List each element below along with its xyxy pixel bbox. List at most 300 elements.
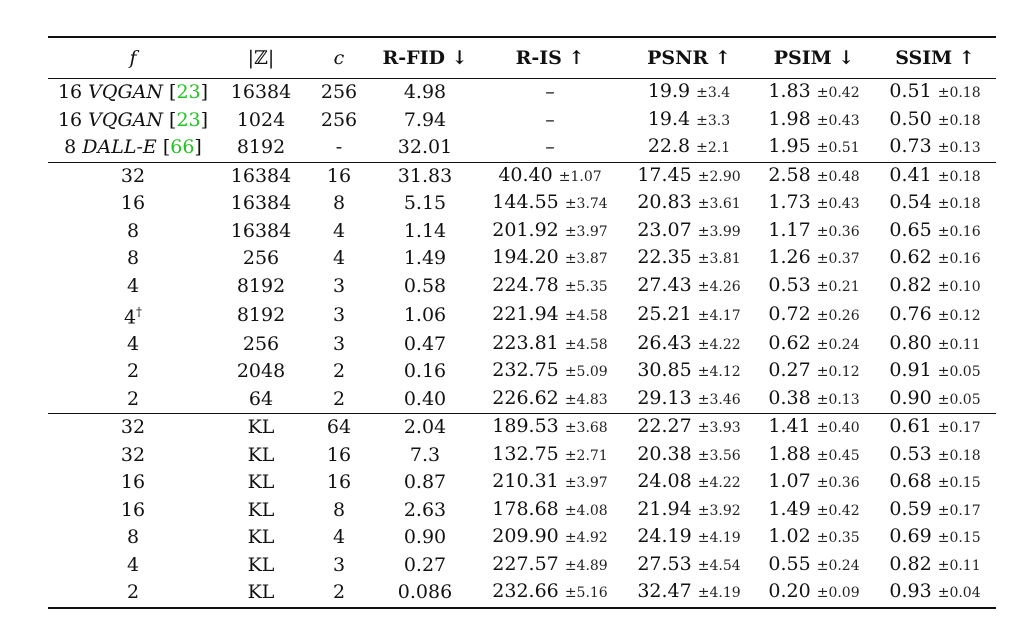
cell-psnr [624,552,754,580]
codebook-size-value: KL [247,443,275,466]
rfid-value: 2.63 [403,498,447,521]
cell-ssim [874,524,996,552]
model-name: DALL-E [82,136,157,158]
model-name: VQGAN [88,108,163,131]
cell-c [304,300,374,331]
psnr-std: ±4.22 [697,336,741,353]
ssim-std: ±0.11 [937,336,981,353]
psnr-std: ±4.12 [697,364,741,381]
cell-c [304,331,374,359]
cell-ssim [874,134,996,162]
cell-psim [754,300,874,331]
f-value: 32 [120,416,146,439]
cell-psim [754,358,874,386]
model-name: VQGAN [88,81,163,103]
rfid-value: 0.16 [403,360,447,383]
cell-codebook-size [218,162,304,190]
table-row [48,273,996,301]
ssim-std: ±0.05 [937,364,981,381]
cell-psim [754,524,874,552]
psim-value: 1.83 [768,80,811,102]
psim-std: ±0.09 [816,585,860,602]
ris-value: 232.66 [492,580,559,603]
cell-ssim [874,79,996,107]
psnr-value: 20.83 [637,191,692,213]
psim-value: 1.02 [768,525,811,548]
psim-std: ±0.36 [816,475,860,492]
ris-value: 232.75 [492,359,559,382]
rfid-value: 0.27 [403,553,447,576]
ris-std: ±3.74 [564,196,608,212]
ssim-std: ±0.16 [937,251,981,267]
psim-value: 1.88 [768,442,811,465]
psnr-value: 24.08 [637,470,692,493]
f-value: 32 [120,164,146,187]
psnr-value: 29.13 [637,386,692,409]
ssim-std: ±0.18 [937,85,981,101]
cell-codebook-size [218,273,304,301]
cell-psim [754,579,874,608]
codebook-size-value: 64 [248,387,274,410]
cell-codebook-size [218,190,304,218]
codebook-size-value: 16384 [230,192,292,214]
cell-c [304,273,374,301]
ssim-value: 0.65 [889,218,932,241]
psim-std: ±0.42 [816,85,860,101]
rfid-value: 0.90 [403,526,447,549]
cell-f [48,414,218,442]
ris-value: – [545,136,555,158]
ris-value: 178.68 [492,497,559,520]
header-row [48,37,996,79]
c-value: 2 [332,360,346,383]
f-value: 16 [120,498,146,521]
cell-f [48,358,218,386]
codebook-size-value: KL [247,498,275,521]
cell-psnr [624,414,754,442]
ssim-std: ±0.18 [937,112,981,129]
rfid-value: 7.94 [403,108,447,131]
cell-ris [476,579,624,608]
c-value: 8 [332,192,346,214]
table-row [48,358,996,386]
cell-codebook-size [218,79,304,107]
ssim-std: ±0.11 [937,557,981,574]
psnr-value: 25.21 [637,302,692,325]
psim-std: ±0.21 [816,278,860,295]
c-value: 4 [332,247,346,269]
psnr-value: 27.53 [637,552,692,575]
psnr-std: ±3.61 [697,196,741,212]
rfid-value: 0.58 [403,274,447,297]
ris-value: 144.55 [492,191,559,213]
ris-std: ±2.71 [564,447,608,464]
psim-std: ±0.40 [816,420,860,437]
c-value: 3 [332,332,346,355]
rfid-value: 4.98 [403,81,447,103]
codebook-size-value: 16384 [230,219,292,242]
cell-codebook-size [218,442,304,470]
psnr-std: ±3.46 [697,391,741,408]
table-header [48,37,996,79]
rfid-value: 0.086 [397,581,453,604]
ris-value: 227.57 [492,552,559,575]
cell-ris [476,245,624,273]
ris-value: 224.78 [492,273,559,296]
citation: 23 [176,81,201,103]
cell-psnr [624,300,754,331]
psnr-value: 19.9 [647,80,691,102]
codebook-size-value: 16384 [230,164,292,187]
cell-rfid [374,190,476,218]
psim-value: 1.26 [768,246,811,268]
f-value: 4 [126,332,140,355]
cell-psim [754,469,874,497]
cell-psnr [624,245,754,273]
ssim-value: 0.91 [889,359,932,382]
psim-value: 1.98 [768,107,811,130]
cell-codebook-size [218,107,304,135]
cell-codebook-size [218,386,304,414]
table-row [48,414,996,442]
psim-value: 0.72 [768,302,811,325]
cell-psim [754,386,874,414]
ssim-std: ±0.13 [937,140,981,156]
cell-f [48,300,218,331]
cell-rfid [374,358,476,386]
ris-value: 201.92 [492,218,559,241]
psnr-std: ±4.26 [697,278,741,295]
table-row [48,469,996,497]
codebook-size-value: 256 [242,332,280,355]
cell-ssim [874,190,996,218]
ssim-value: 0.68 [889,470,932,493]
ris-std: ±4.08 [564,502,608,519]
codebook-size-value: KL [247,471,275,494]
cell-codebook-size [218,218,304,246]
psnr-value: 26.43 [637,331,692,354]
codebook-size-value: KL [247,553,275,576]
ssim-value: 0.73 [889,135,932,157]
ssim-value: 0.90 [889,386,932,409]
cell-ssim [874,386,996,414]
psim-value: 2.58 [768,163,811,186]
ris-value: 40.40 [498,163,553,186]
cell-psnr [624,442,754,470]
cell-psnr [624,134,754,162]
c-value: 16 [326,443,352,466]
f-value: 16 [120,471,146,494]
ssim-value: 0.50 [889,107,932,130]
cell-psim [754,134,874,162]
psnr-value: 27.43 [637,273,692,296]
rfid-value: 5.15 [403,192,447,214]
cell-rfid [374,134,476,162]
table-row [48,134,996,162]
f-value: 2 [126,360,140,383]
cell-psnr [624,79,754,107]
ssim-std: ±0.17 [937,502,981,519]
ssim-value: 0.82 [889,273,932,296]
cell-psim [754,273,874,301]
cell-ris [476,331,624,359]
cell-codebook-size [218,469,304,497]
table-row [48,552,996,580]
cell-ris [476,190,624,218]
psnr-value: 19.4 [647,107,691,130]
cell-psnr [624,190,754,218]
c-value: 8 [332,498,346,521]
codebook-size-value: 8192 [236,303,286,326]
ris-value: 209.90 [492,525,559,548]
c-value: 3 [332,274,346,297]
ssim-value: 0.82 [889,552,932,575]
table-body [48,79,996,608]
cell-c [304,79,374,107]
f-value: 4 [123,306,137,329]
cell-f [48,190,218,218]
codebook-size-value: 16384 [230,81,292,103]
cell-c [304,497,374,525]
cell-rfid [374,79,476,107]
cell-psnr [624,497,754,525]
ssim-value: 0.54 [889,191,932,213]
cell-rfid [374,414,476,442]
c-value: 16 [326,471,352,494]
cell-ris [476,300,624,331]
cell-codebook-size [218,134,304,162]
cell-c [304,245,374,273]
ris-std: ±3.97 [564,475,608,492]
psnr-value: 23.07 [637,218,692,241]
psnr-value: 22.27 [637,415,692,438]
cell-rfid [374,497,476,525]
codebook-size-value: KL [247,526,275,549]
psnr-std: ±4.19 [697,530,741,547]
c-value: 4 [332,219,346,242]
psim-value: 1.49 [768,497,811,520]
cell-rfid [374,218,476,246]
ris-std: ±4.92 [564,530,608,547]
psim-std: ±0.26 [816,307,860,324]
cell-psim [754,552,874,580]
cell-f [48,524,218,552]
table-row [48,218,996,246]
codebook-size-value: 2048 [236,360,286,383]
ris-value: – [545,81,555,103]
psim-std: ±0.24 [816,336,860,353]
cell-psim [754,107,874,135]
ssim-value: 0.61 [889,415,932,438]
codebook-size-value: KL [247,581,275,604]
cell-psnr [624,469,754,497]
cell-ris [476,107,624,135]
header-ris: R-IS ↑ [476,37,624,79]
cell-rfid [374,300,476,331]
cell-ssim [874,300,996,331]
table-row [48,497,996,525]
ris-std: ±5.16 [564,585,608,602]
cell-ssim [874,107,996,135]
cell-ssim [874,218,996,246]
citation: 23 [176,108,201,131]
ssim-std: ±0.17 [937,420,981,437]
ris-std: ±4.58 [564,307,608,324]
cell-psim [754,79,874,107]
table-row [48,442,996,470]
cell-ris [476,134,624,162]
psim-std: ±0.42 [816,502,860,519]
psnr-value: 22.35 [637,246,692,268]
rfid-value: 32.01 [397,136,453,158]
cell-psim [754,497,874,525]
rfid-value: 7.3 [409,443,441,466]
rfid-value: 1.49 [403,247,447,269]
cell-codebook-size [218,524,304,552]
dagger-mark: † [136,305,143,319]
cell-c [304,134,374,162]
results-table [48,36,996,609]
psnr-std: ±2.90 [697,168,741,185]
cell-ssim [874,497,996,525]
codebook-size-value: KL [247,416,275,439]
psim-value: 1.41 [768,415,811,438]
cell-f [48,552,218,580]
psim-value: 0.27 [768,359,811,382]
cell-psnr [624,218,754,246]
psim-value: 1.73 [768,191,811,213]
f-value: 2 [126,387,140,410]
c-value: 16 [326,164,352,187]
ssim-std: ±0.04 [937,585,981,602]
cell-c [304,579,374,608]
ssim-value: 0.80 [889,331,932,354]
cell-c [304,386,374,414]
ssim-value: 0.69 [889,525,932,548]
c-value: 2 [332,387,346,410]
ssim-std: ±0.12 [937,307,981,324]
cell-c [304,218,374,246]
psnr-std: ±2.1 [696,140,731,156]
table-row [48,107,996,135]
ssim-std: ±0.05 [937,391,981,408]
psnr-std: ±3.99 [697,223,741,240]
cell-ssim [874,331,996,359]
cell-f [48,245,218,273]
cell-psim [754,442,874,470]
cell-codebook-size [218,579,304,608]
cell-f [48,162,218,190]
f-value: 8 [64,136,77,158]
c-value: 3 [332,553,346,576]
psim-std: ±0.43 [816,112,860,129]
cell-ris [476,552,624,580]
cell-f [48,331,218,359]
f-value: 4 [126,553,140,576]
cell-rfid [374,386,476,414]
c-value: 64 [326,416,352,439]
cell-psnr [624,162,754,190]
ssim-std: ±0.15 [937,530,981,547]
cell-codebook-size [218,300,304,331]
cell-psim [754,414,874,442]
cell-rfid [374,245,476,273]
cell-psim [754,331,874,359]
cell-ris [476,218,624,246]
c-value: 3 [332,303,346,326]
cell-codebook-size [218,497,304,525]
ssim-std: ±0.18 [937,168,981,185]
psnr-value: 24.19 [637,525,692,548]
ris-std: ±3.97 [564,223,608,240]
f-value: 8 [126,219,140,242]
ssim-value: 0.93 [889,580,932,603]
psim-std: ±0.36 [816,223,860,240]
header-f: f [48,37,218,79]
table-row [48,331,996,359]
header-c: c [304,37,374,79]
ssim-value: 0.51 [889,80,932,102]
psim-std: ±0.35 [816,530,860,547]
cell-ris [476,442,624,470]
ris-std: ±1.07 [558,168,602,185]
cell-psnr [624,273,754,301]
cell-f: 8 DALL-E [66] [64,136,202,158]
cell-f [48,497,218,525]
f-value: 16 [120,192,146,214]
ssim-value: 0.62 [889,246,932,268]
psnr-value: 21.94 [637,497,692,520]
psnr-value: 22.8 [647,135,691,157]
cell-psnr [624,524,754,552]
header-psnr: PSNR ↑ [624,37,754,79]
cell-ris [476,497,624,525]
cell-f [48,218,218,246]
cell-ssim [874,273,996,301]
citation: 66 [170,136,195,158]
cell-c [304,469,374,497]
psim-value: 0.55 [768,552,811,575]
psnr-value: 20.38 [637,442,692,465]
rfid-value: 0.87 [403,471,447,494]
cell-codebook-size [218,358,304,386]
psim-std: ±0.45 [816,447,860,464]
psim-value: 0.62 [768,331,811,354]
psim-std: ±0.43 [816,196,860,212]
rfid-value: 2.04 [403,416,447,439]
psim-value: 1.95 [768,135,811,157]
psnr-std: ±4.22 [697,475,741,492]
cell-rfid [374,273,476,301]
psim-value: 0.38 [768,386,811,409]
ris-std: ±5.09 [564,364,608,381]
ssim-value: 0.59 [889,497,932,520]
cell-rfid [374,552,476,580]
cell-ris [476,386,624,414]
table-row [48,79,996,107]
header-ssim: SSIM ↑ [874,37,996,79]
cell-ris [476,358,624,386]
cell-ssim [874,442,996,470]
cell-psnr [624,107,754,135]
psnr-std: ±4.17 [697,307,741,324]
psnr-std: ±3.93 [697,420,741,437]
cell-psnr [624,358,754,386]
table-row [48,300,996,331]
cell-ssim [874,358,996,386]
header-rfid: R-FID ↓ [374,37,476,79]
ssim-std: ±0.18 [937,447,981,464]
